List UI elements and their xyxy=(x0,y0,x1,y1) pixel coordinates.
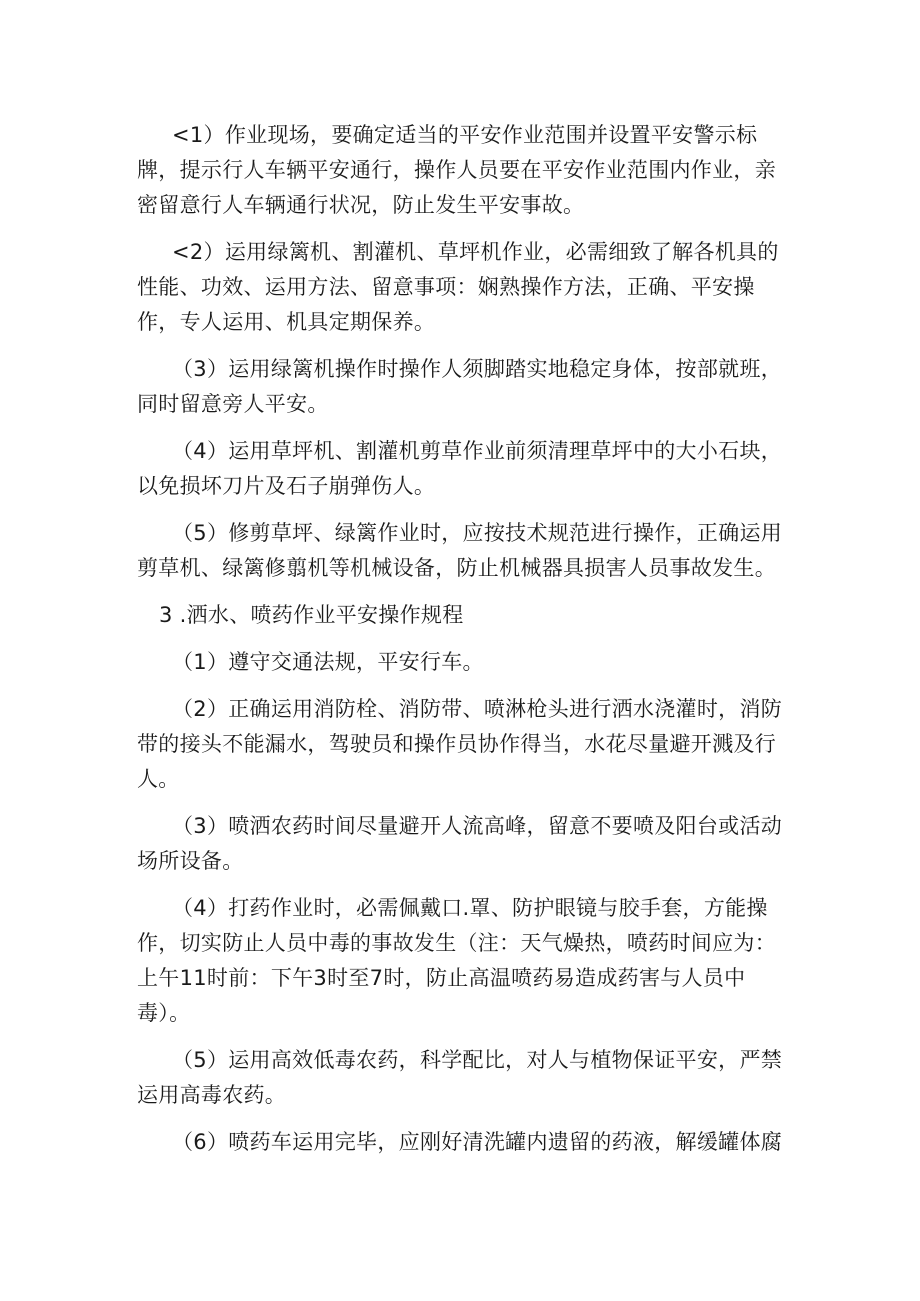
paragraph-7: （2）正确运用消防栓、消防带、喷淋枪头进行洒水浇灌时，消防带的接头不能漏水，驾驶员和操作员协作得当，水花尽量避开溅及行人。 xyxy=(137,697,783,791)
document-body xyxy=(137,118,787,1172)
paragraph-6: （1）遵守交通法规，平安行车。 xyxy=(172,650,484,674)
paragraph-2: <2）运用绿篱机、割灌机、草坪机作业，必需细致了解各机具的性能、功效、运用方法、留意事项：娴熟操作方法，正确、平安操作，专人运用、机具定期保养。 xyxy=(137,240,779,334)
paragraph-4: （4）运用草坪机、割灌机剪草作业前须清理草坪中的大小石块，以免损坏刀片及石子崩弹伤人。 xyxy=(137,439,783,498)
paragraph-3: （3）运用绿篱机操作时操作人须脚踏实地稳定身体，按部就班，同时留意旁人平安。 xyxy=(137,357,783,416)
paragraph-9: （4）打药作业时，必需佩戴口.罩、防护眼镜与胶手套，方能操作，切实防止人员中毒的事故发生（注：天气燥热，喷药时间应为：上午11时前：下午3时至7时，防止高温喷药易造成药害与人员中毒）。 xyxy=(137,896,776,1025)
paragraph-5: （5）修剪草坪、绿篱作业时，应按技术规范进行操作，正确运用剪草机、绿篱修翦机等机械设备，防止机械器具损害人员事故发生。 xyxy=(137,521,783,580)
section-heading: 3 .洒水、喷药作业平安操作规程 xyxy=(159,603,464,627)
paragraph-10: （5）运用高效低毒农药，科学配比，对人与植物保证平安，严禁运用高毒农药。 xyxy=(137,1048,783,1107)
paragraph-8: （3）喷洒农药时间尽量避开人流高峰，留意不要喷及阳台或活动场所设备。 xyxy=(137,814,783,873)
paragraph-11: （6）喷药车运用完毕，应刚好清洗罐内遗留的药液，解缓罐体腐 xyxy=(172,1130,783,1154)
paragraph-1: <1）作业现场，要确定适当的平安作业范围并设置平安警示标牌，提示行人车辆平安通行，操作人员要在平安作业范围内作业，亲密留意行人车辆通行状况，防止发生平安事故。 xyxy=(137,123,776,217)
